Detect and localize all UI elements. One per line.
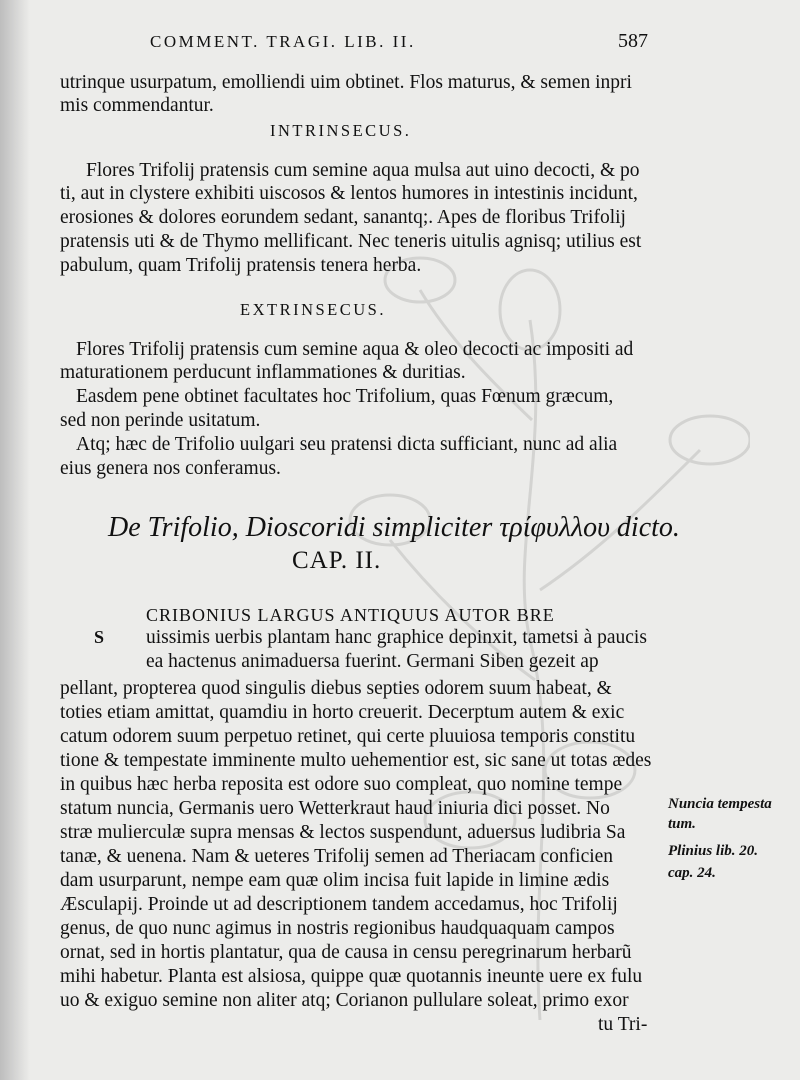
- margin-note: cap. 24.: [668, 865, 716, 881]
- text-line: utrinque usurpatum, emolliendi uim obtinet. Flos maturus, & semen inpri: [60, 72, 632, 93]
- text-line: in quibus hæc herba reposita est odore suo compleat, quo nomine tempe: [60, 774, 623, 795]
- running-head: [150, 32, 670, 52]
- text-line: Flores Trifolij pratensis cum semine aqua & oleo decocti ac impositi ad: [76, 339, 634, 360]
- text-line: ornat, sed in hortis plantatur, qua de causa in censu peregrinarum herbarũ: [60, 942, 632, 963]
- text-line: sed non perinde usitatum.: [60, 410, 261, 431]
- text-line: Easdem pene obtinet facultates hoc Trifolium, quas Fœnum græcum,: [76, 386, 614, 407]
- text-line: ea hactenus animaduersa fuerint. Germani Siben gezeit ap: [146, 651, 599, 672]
- text-line: tione & tempestate imminente multo uehementior est, sic sane ut totas ædes: [60, 750, 652, 771]
- signature-mark: S: [94, 627, 105, 647]
- chapter-number: CAP. II.: [292, 547, 382, 574]
- text-line: uissimis uerbis plantam hanc graphice depinxit, tametsi à paucis: [146, 627, 647, 648]
- text-line: stræ mulierculæ supra mensas & lectos suspendunt, aduersus ludibria Sa: [60, 822, 626, 843]
- gutter-shadow: [0, 0, 30, 1080]
- text-line: Flores Trifolij pratensis cum semine aqua mulsa aut uino decocti, & po: [86, 160, 640, 181]
- text-line: uo & exiguo semine non aliter atq; Corianon pullulare soleat, primo exor: [60, 990, 629, 1011]
- section-heading-intrinsecus: INTRINSECUS.: [270, 121, 412, 140]
- section-heading-extrinsecus: EXTRINSECUS.: [240, 300, 386, 319]
- margin-note: Plinius lib. 20.: [668, 843, 759, 859]
- text-line: tanæ, & uenena. Nam & ueteres Trifolij semen ad Theriacam conficien: [60, 846, 614, 867]
- text-line: Æsculapij. Proinde ut ad descriptionem tandem accedamus, hoc Trifolij: [60, 894, 618, 915]
- text-line: pabulum, quam Trifolij pratensis tenera herba.: [60, 255, 422, 276]
- text-line: maturationem perducunt inflammationes & duritias.: [60, 362, 466, 383]
- text-line: Atq; hæc de Trifolio uulgari seu pratensi dicta sufficiant, nunc ad alia: [76, 434, 618, 455]
- text-line: pellant, propterea quod singulis diebus septies odorem suum habeat, &: [60, 678, 612, 699]
- text-line: catum odorem suum perpetuo retinet, qui certe pluuiosa temporis constitu: [60, 726, 636, 747]
- margin-note: Nuncia tempesta: [668, 796, 772, 812]
- text-line: pratensis uti & de Thymo mellificant. Nec teneris uitulis agnisq; utilius est: [60, 231, 642, 252]
- text-line: ti, aut in clystere exhibiti uiscosos & lentos humores in intestinis incidunt,: [60, 183, 638, 204]
- page-number: 587: [618, 30, 648, 52]
- margin-note: tum.: [668, 816, 696, 832]
- catchword: tu Tri-: [598, 1014, 648, 1035]
- text-line: mis commendantur.: [60, 95, 214, 116]
- text-line: CRIBONIUS LARGUS ANTIQUUS AUTOR BRE: [146, 605, 555, 625]
- text-line: genus, de quo nunc agimus in nostris regionibus haudquaquam campos: [60, 918, 615, 939]
- text-line: dam usurparunt, nempe eam quæ olim incisa fuit lapide in limine ædis: [60, 870, 610, 891]
- text-line: erosiones & dolores eorundem sedant, sanantq;. Apes de floribus Trifolij: [60, 207, 626, 228]
- chapter-title: De Trifolio, Dioscoridi simpliciter τρίφυλλου dicto.: [108, 512, 680, 543]
- text-line: toties etiam amittat, quamdiu in horto creuerit. Decerptum autem & exic: [60, 702, 625, 723]
- text-line: mihi habetur. Planta est alsiosa, quippe quæ quotannis ineunte uere ex fulu: [60, 966, 643, 987]
- running-head-title: COMMENT. TRAGI. LIB. II.: [150, 32, 416, 51]
- text-line: eius genera nos conferamus.: [60, 458, 281, 479]
- text-line: statum nuncia, Germanis uero Wetterkraut haud iniuria dici posset. No: [60, 798, 610, 819]
